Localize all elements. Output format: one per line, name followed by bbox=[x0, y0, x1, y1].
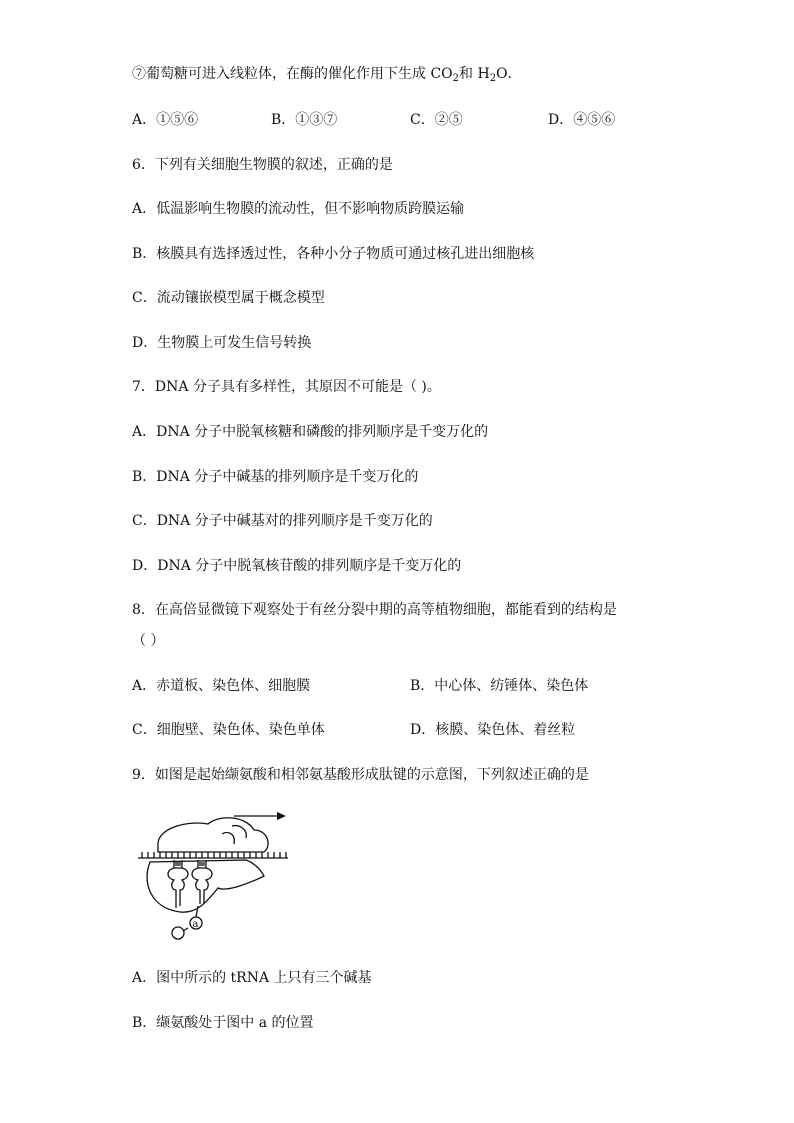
statement-7-text: O． bbox=[496, 66, 522, 82]
subscript: 2 bbox=[452, 73, 460, 84]
q6-stem: 6．下列有关细胞生物膜的叙述，正确的是 bbox=[132, 157, 393, 173]
q7-stem: 7．DNA 分子具有多样性，其原因不可能是（ )。 bbox=[132, 379, 441, 395]
subscript: 2 bbox=[489, 73, 497, 84]
q9-option-b: B．缬氨酸处于图中 a 的位置 bbox=[132, 1015, 314, 1031]
statement-7 bbox=[132, 64, 522, 89]
q9-option-a: A．图中所示的 tRNA 上只有三个碱基 bbox=[132, 970, 372, 986]
q9-stem: 9．如图是起始缬氨酸和相邻氨基酸形成肽键的示意图，下列叙述正确的是 bbox=[132, 767, 589, 783]
q5-option-b: B．①③⑦ bbox=[271, 112, 338, 128]
q8-answer-paren: （ ） bbox=[132, 633, 165, 649]
amino-acid bbox=[172, 927, 184, 939]
ribosome-diagram bbox=[136, 804, 296, 944]
q7-option-a: A．DNA 分子中脱氧核糖和磷酸的排列顺序是千变万化的 bbox=[132, 424, 489, 440]
q8-option-c: C．细胞壁、染色体、染色单体 bbox=[132, 722, 325, 738]
statement-7-text: ⑦葡萄糖可进入线粒体，在酶的催化作用下生成 CO bbox=[132, 66, 453, 82]
q5-option-c: C．②⑤ bbox=[410, 112, 463, 128]
q5-option-d: D．④⑤⑥ bbox=[548, 112, 616, 128]
q6-option-d: D．生物膜上可发生信号转换 bbox=[132, 335, 312, 351]
q7-option-d: D．DNA 分子中脱氧核苷酸的排列顺序是千变万化的 bbox=[132, 558, 462, 574]
ribosome-diagram-svg bbox=[136, 804, 296, 944]
trna-right-anticodon bbox=[200, 862, 204, 866]
q7-option-c: C．DNA 分子中碱基对的排列顺序是千变万化的 bbox=[132, 513, 433, 529]
figure-label-a: a bbox=[192, 919, 199, 930]
mrna-ticks bbox=[142, 852, 286, 858]
q8-option-d: D．核膜、染色体、着丝粒 bbox=[410, 722, 576, 738]
q8-option-b: B．中心体、纺锤体、染色体 bbox=[410, 678, 589, 694]
trna-left-anticodon bbox=[176, 862, 180, 866]
arrow-head bbox=[277, 812, 286, 820]
q7-option-b: B．DNA 分子中碱基的排列顺序是千变万化的 bbox=[132, 469, 419, 485]
ribosome-large-subunit bbox=[158, 818, 268, 852]
q8-option-a: A．赤道板、染色体、细胞膜 bbox=[132, 678, 311, 694]
q5-option-a: A．①⑤⑥ bbox=[132, 112, 199, 128]
q6-option-b: B．核膜具有选择透过性，各种小分子物质可通过核孔进出细胞核 bbox=[132, 246, 535, 262]
q6-option-a: A．低温影响生物膜的流动性，但不影响物质跨膜运输 bbox=[132, 201, 465, 217]
q8-stem: 8．在高倍显微镜下观察处于有丝分裂中期的高等植物细胞，都能看到的结构是 bbox=[132, 602, 617, 618]
statement-7-text: 和 H bbox=[459, 66, 490, 82]
q6-option-c: C．流动镶嵌模型属于概念模型 bbox=[132, 290, 325, 306]
